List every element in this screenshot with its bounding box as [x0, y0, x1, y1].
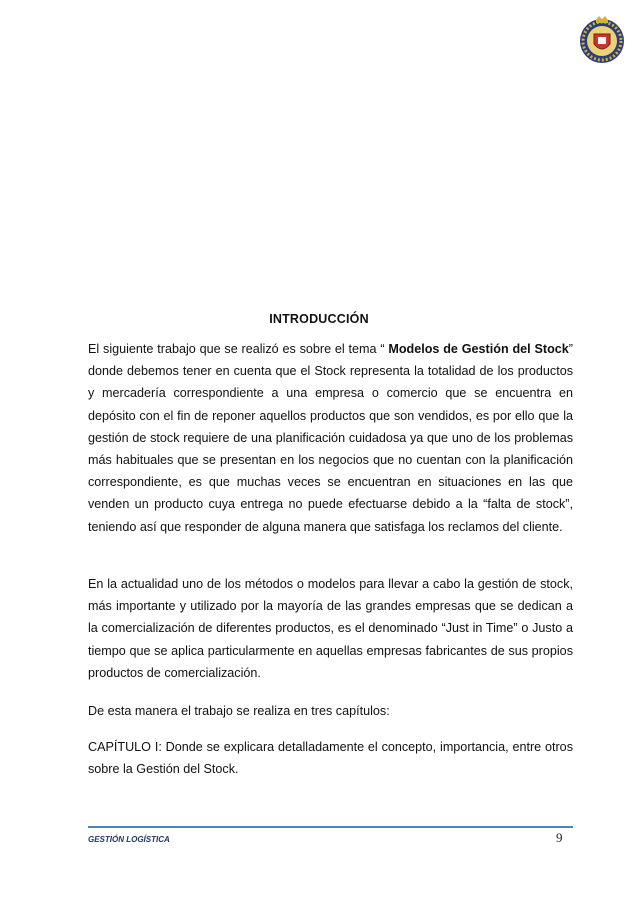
institutional-seal-icon	[578, 14, 626, 66]
page-number: 9	[556, 830, 563, 845]
paragraph-lead: El siguiente trabajo que se realizó es sobre el tema “	[88, 342, 389, 356]
footer-title: GESTIÓN LOGÍSTICA	[88, 835, 170, 844]
intro-paragraph-2	[88, 573, 573, 684]
page-title: INTRODUCCIÓN	[269, 312, 369, 326]
intro-paragraph-4	[88, 736, 573, 780]
intro-paragraph-3	[88, 700, 573, 722]
paragraph-text: De esta manera el trabajo se realiza en tres capítulos:	[88, 704, 390, 718]
paragraph-rest: ” donde debemos tener en cuenta que el Stock representa la totalidad de los productos y mercadería correspondiente a una empresa o comercio que se encuentra en depósito con el fin de reponer aquellos productos que son vendidos, es por ello que la gestión de stock requiere de una planificación cuidadosa ya que uno de los problemas más habituales que se presentan en los negocios que no cuentan con la planificación correspondiente, es que muchas veces se encuentran en situaciones en las que venden un producto cuya entrega no puede efectuarse debido a la “falta de stock”, teniendo así que responder de alguna manera que satisfaga los reclamos del cliente.	[88, 342, 573, 534]
paragraph-text: CAPÍTULO I: Donde se explicara detalladamente el concepto, importancia, entre otros sobre la Gestión del Stock.	[88, 740, 573, 777]
topic-bold: Modelos de Gestión del Stock	[388, 342, 569, 356]
footer-rule	[88, 826, 573, 828]
paragraph-text: En la actualidad uno de los métodos o modelos para llevar a cabo la gestión de stock, más importante y utilizado por la mayoría de las grandes empresas que se dedican a la comercialización de diferentes productos, es el denominado “Just in Time” o Justo a tiempo que se aplica particularmente en aquellas empresas fabricantes de sus propios productos de comercialización.	[88, 577, 573, 680]
intro-paragraph-1	[88, 338, 573, 538]
